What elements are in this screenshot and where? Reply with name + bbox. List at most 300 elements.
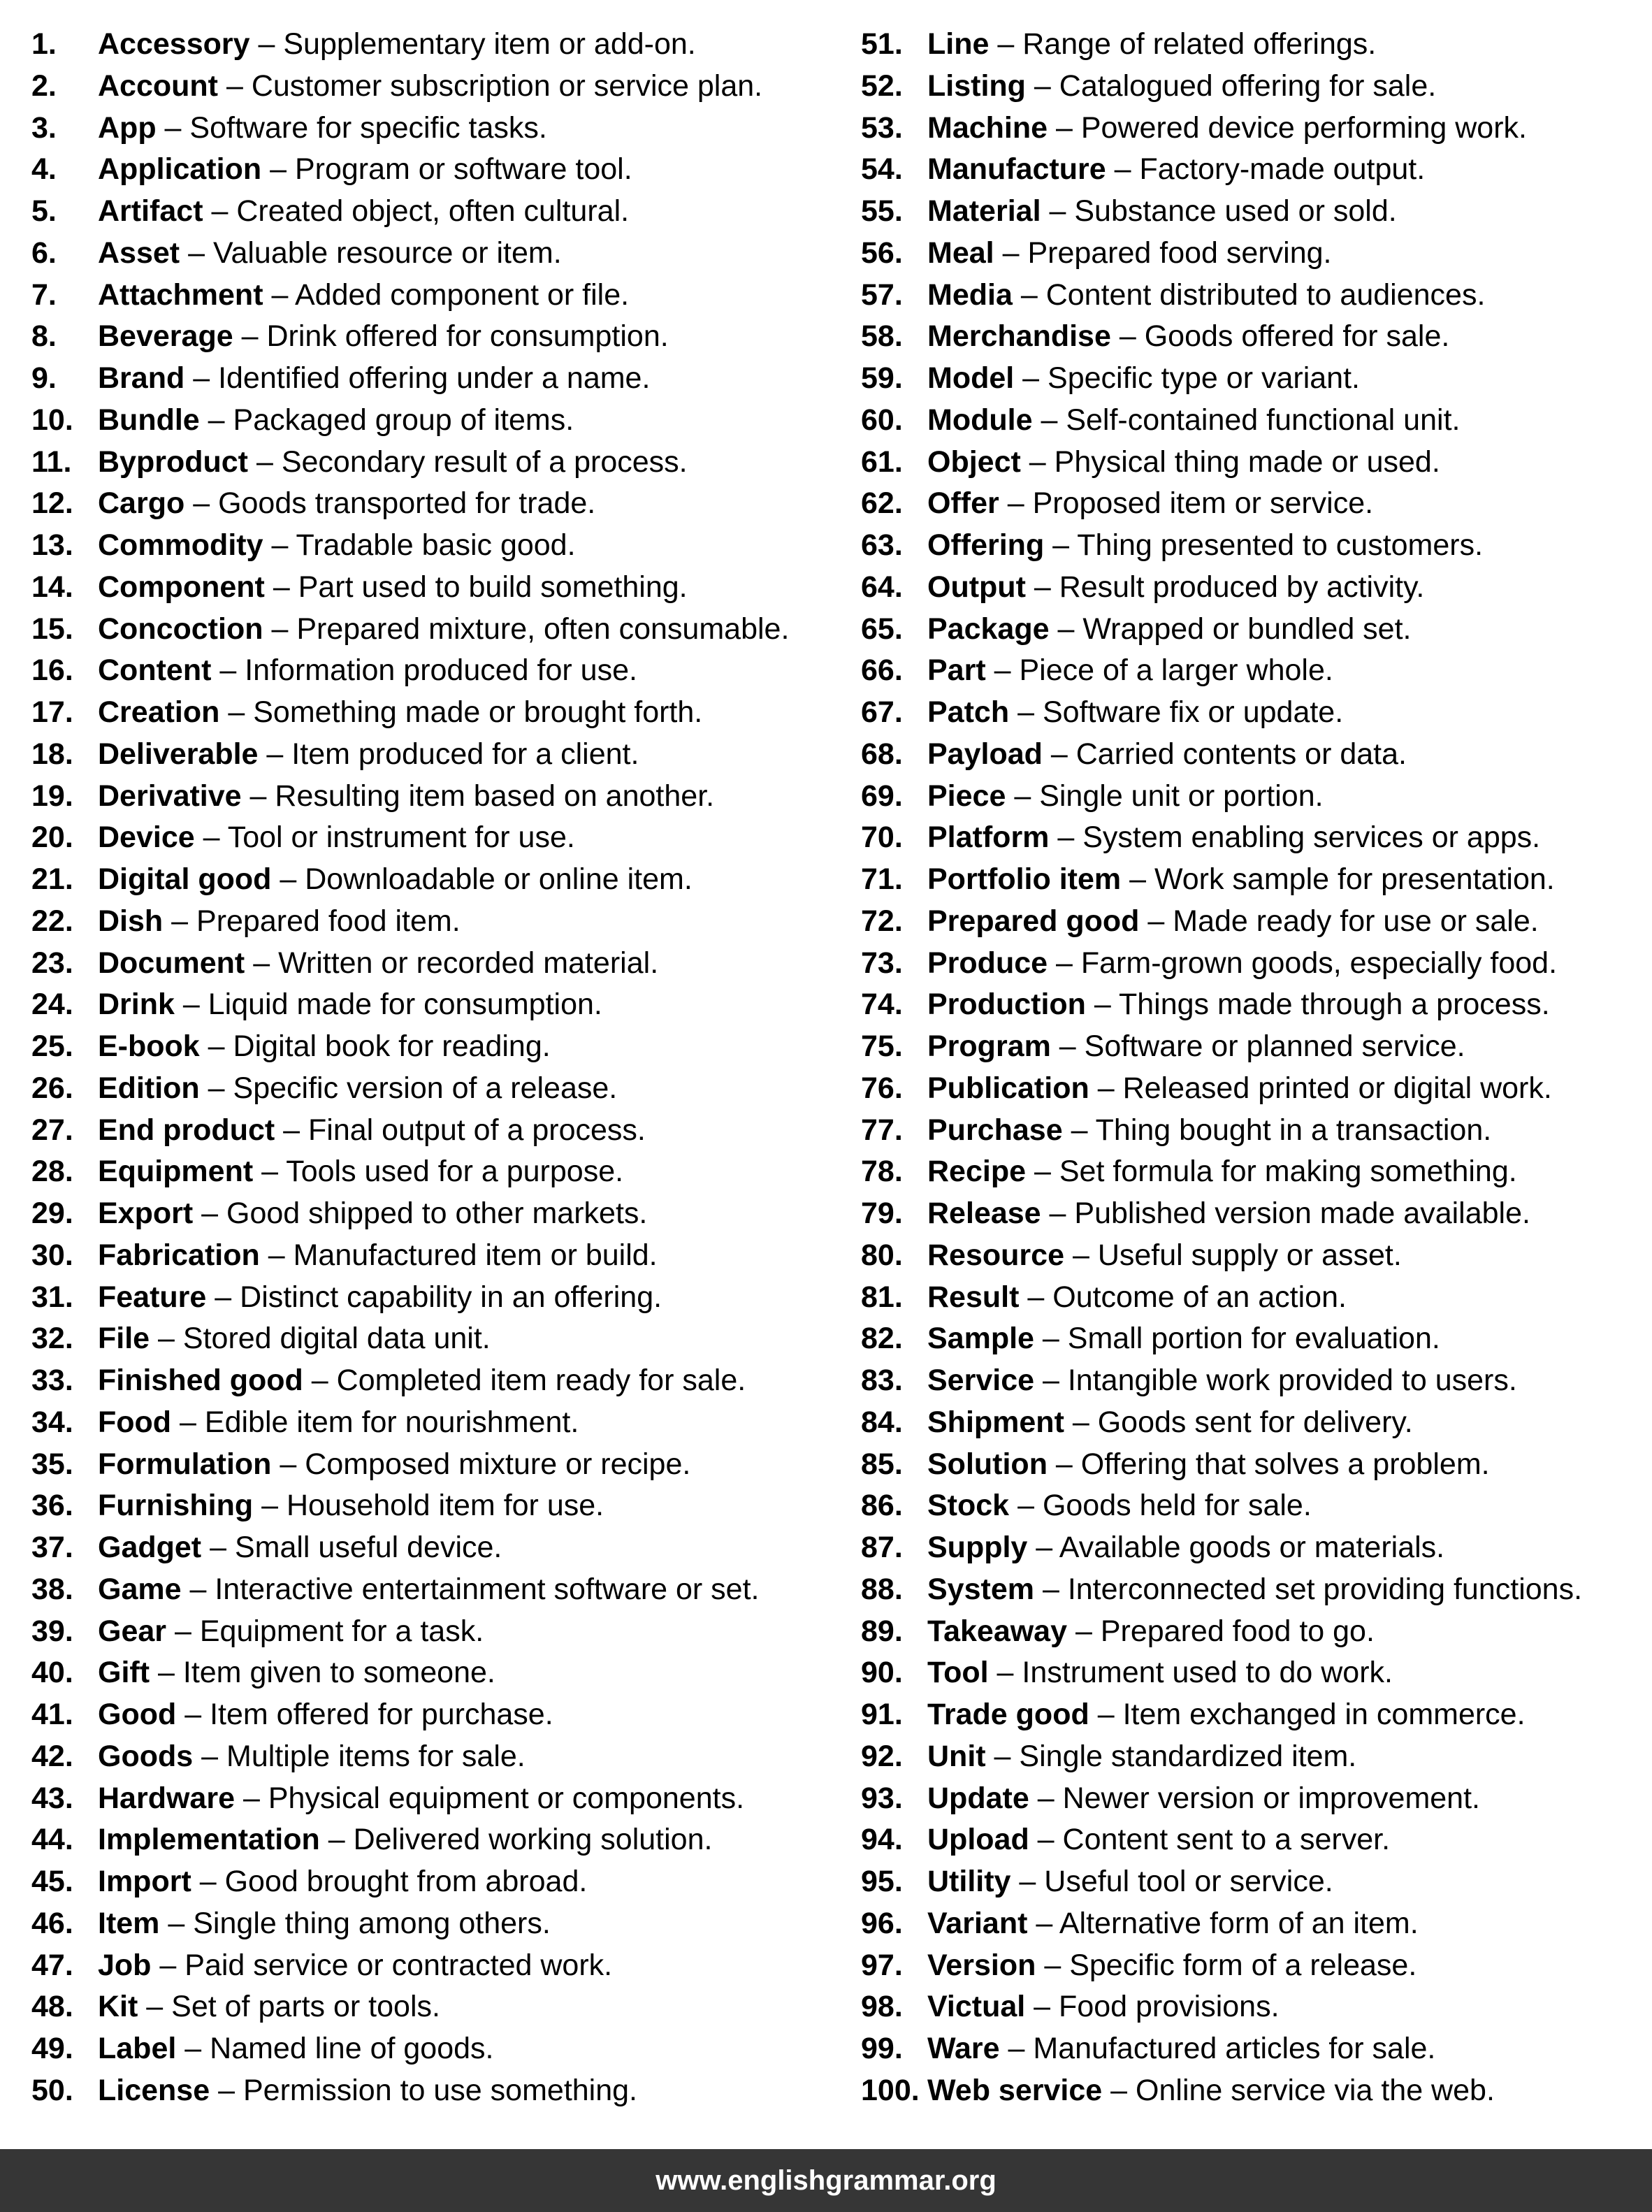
item-number: 46.	[31, 1906, 73, 1940]
list-item	[861, 400, 1644, 442]
dash-separator: –	[208, 403, 233, 437]
item-number: 54.	[861, 152, 903, 187]
item-definition: Good shipped to other markets.	[226, 1197, 648, 1230]
dash-separator: –	[1056, 946, 1081, 980]
item-number: 87.	[861, 1531, 903, 1564]
item-number: 43.	[31, 1781, 73, 1815]
item-number: 45.	[31, 1865, 73, 1898]
item-entry	[927, 1527, 1444, 1569]
list-item	[31, 1861, 849, 1903]
item-number: 86.	[861, 1489, 903, 1523]
list-item	[31, 984, 849, 1026]
item-number: 2.	[31, 68, 57, 103]
item-definition: Item given to someone.	[182, 1656, 495, 1690]
item-term: Patch	[927, 695, 1010, 729]
item-entry	[98, 1235, 658, 1277]
item-number: 61.	[861, 444, 903, 479]
dash-separator: –	[1002, 236, 1028, 270]
item-definition: Set formula for making something.	[1059, 1155, 1517, 1189]
list-item	[31, 1402, 849, 1444]
item-definition: Single unit or portion.	[1039, 779, 1324, 813]
item-entry	[927, 859, 1555, 901]
dash-separator: –	[171, 904, 197, 938]
item-entry	[98, 1193, 647, 1235]
item-definition: Goods sent for delivery.	[1097, 1405, 1413, 1439]
list-item	[861, 650, 1644, 692]
item-entry	[98, 2028, 494, 2070]
item-definition: Paid service or contracted work.	[184, 1948, 613, 1982]
dash-separator: –	[1059, 1029, 1085, 1063]
item-number: 47.	[31, 1948, 73, 1982]
list-item	[861, 2070, 1644, 2112]
item-term: Artifact	[98, 194, 203, 228]
item-definition: Specific form of a release.	[1069, 1948, 1417, 1982]
item-entry	[98, 191, 629, 233]
item-term: Digital good	[98, 862, 272, 896]
item-definition: Instrument used to do work.	[1022, 1656, 1393, 1690]
item-entry	[927, 1026, 1465, 1068]
item-number: 10.	[31, 403, 73, 437]
item-number: 60.	[861, 403, 903, 437]
item-definition: Single standardized item.	[1019, 1739, 1357, 1773]
list-item	[31, 1151, 849, 1193]
dash-separator: –	[1042, 1572, 1068, 1606]
item-entry	[927, 1611, 1375, 1653]
item-term: Listing	[927, 68, 1026, 103]
list-item	[861, 1819, 1644, 1861]
dash-separator: –	[189, 1572, 215, 1606]
item-number: 41.	[31, 1698, 73, 1731]
dash-separator: –	[226, 68, 252, 103]
item-definition: Part used to build something.	[298, 570, 688, 604]
list-item	[31, 1945, 849, 1987]
dash-separator: –	[1110, 2073, 1136, 2107]
item-entry	[98, 233, 562, 275]
item-entry	[927, 1402, 1413, 1444]
item-definition: Household item for use.	[286, 1489, 604, 1523]
item-term: Prepared good	[927, 904, 1140, 938]
list-item	[861, 483, 1644, 525]
item-number: 63.	[861, 528, 903, 562]
item-entry	[927, 1360, 1517, 1402]
dash-separator: –	[146, 1990, 172, 2024]
list-item	[31, 859, 849, 901]
item-definition: Digital book for reading.	[233, 1029, 551, 1063]
dash-separator: –	[280, 862, 305, 896]
item-number: 26.	[31, 1071, 73, 1105]
item-entry	[98, 776, 714, 818]
list-item	[31, 776, 849, 818]
dash-separator: –	[184, 2032, 210, 2065]
item-term: Feature	[98, 1280, 207, 1314]
item-number: 7.	[31, 277, 57, 312]
item-term: Export	[98, 1197, 194, 1230]
item-number: 53.	[861, 110, 903, 145]
item-number: 39.	[31, 1614, 73, 1648]
item-term: Piece	[927, 779, 1006, 813]
list-item	[861, 1068, 1644, 1110]
item-term: Model	[927, 361, 1015, 395]
dash-separator: –	[193, 361, 219, 395]
item-definition: Tool or instrument for use.	[227, 821, 575, 855]
dash-separator: –	[994, 1739, 1020, 1773]
item-term: Cargo	[98, 486, 185, 521]
item-number: 94.	[861, 1823, 903, 1857]
list-item	[31, 650, 849, 692]
list-item	[31, 1110, 849, 1152]
item-number: 77.	[861, 1113, 903, 1147]
dash-separator: –	[228, 695, 254, 729]
item-entry	[98, 1151, 623, 1193]
item-number: 5.	[31, 194, 57, 228]
item-entry	[98, 316, 669, 358]
item-definition: Outcome of an action.	[1052, 1280, 1347, 1314]
item-number: 70.	[861, 821, 903, 855]
dash-separator: –	[208, 1071, 233, 1105]
dash-separator: –	[1129, 862, 1154, 896]
item-number: 57.	[861, 277, 903, 312]
list-item	[861, 1193, 1644, 1235]
item-entry	[927, 943, 1557, 985]
item-entry	[927, 1485, 1312, 1527]
item-definition: Resulting item based on another.	[275, 779, 715, 813]
item-entry	[927, 1193, 1530, 1235]
item-number: 92.	[861, 1739, 903, 1773]
item-number: 95.	[861, 1865, 903, 1898]
item-number: 33.	[31, 1364, 73, 1397]
item-definition: Interconnected set providing functions.	[1067, 1572, 1583, 1606]
item-number: 89.	[861, 1614, 903, 1648]
item-term: Stock	[927, 1489, 1010, 1523]
item-term: Fabrication	[98, 1238, 260, 1272]
list-item	[31, 400, 849, 442]
list-item	[31, 1736, 849, 1778]
item-definition: Identified offering under a name.	[218, 361, 651, 395]
item-number: 49.	[31, 2032, 73, 2065]
item-number: 51.	[861, 27, 903, 61]
item-term: Document	[98, 946, 245, 980]
dash-separator: –	[1072, 1405, 1098, 1439]
item-entry	[927, 2070, 1495, 2112]
item-term: Formulation	[98, 1447, 272, 1481]
list-item	[861, 1444, 1644, 1486]
item-entry	[98, 1861, 587, 1903]
item-definition: Goods held for sale.	[1042, 1489, 1312, 1523]
item-term: Line	[927, 27, 990, 61]
item-number: 73.	[861, 946, 903, 980]
dash-separator: –	[1094, 988, 1119, 1022]
item-term: Commodity	[98, 528, 263, 562]
item-entry	[98, 1444, 690, 1486]
list-item	[861, 1986, 1644, 2028]
item-definition: Offering that solves a problem.	[1080, 1447, 1490, 1481]
item-term: Concoction	[98, 612, 263, 646]
list-item	[861, 817, 1644, 859]
item-definition: Range of related offerings.	[1022, 27, 1377, 61]
item-entry	[98, 1736, 526, 1778]
dash-separator: –	[994, 653, 1020, 688]
item-number: 22.	[31, 904, 73, 938]
dash-separator: –	[1119, 319, 1145, 354]
list-item	[31, 442, 849, 484]
item-number: 66.	[861, 653, 903, 688]
list-item	[861, 984, 1644, 1026]
item-definition: Supplementary item or add-on.	[283, 27, 696, 61]
dash-separator: –	[208, 1029, 233, 1063]
item-number: 88.	[861, 1572, 903, 1606]
item-entry	[927, 66, 1436, 108]
dash-separator: –	[1019, 1865, 1045, 1898]
item-term: Payload	[927, 737, 1043, 771]
dash-separator: –	[1020, 277, 1046, 312]
item-definition: Distinct capability in an offering.	[240, 1280, 662, 1314]
item-number: 21.	[31, 862, 73, 896]
item-definition: Small portion for evaluation.	[1067, 1322, 1440, 1356]
item-definition: Prepared food serving.	[1027, 236, 1332, 270]
item-term: Component	[98, 570, 265, 604]
item-term: Dish	[98, 904, 164, 938]
item-term: Manufacture	[927, 152, 1106, 187]
list-item	[861, 776, 1644, 818]
item-entry	[98, 984, 602, 1026]
item-entry	[98, 859, 693, 901]
item-number: 68.	[861, 737, 903, 771]
item-definition: Work sample for presentation.	[1154, 862, 1555, 896]
item-term: Gadget	[98, 1531, 202, 1564]
item-entry	[927, 1986, 1280, 2028]
item-definition: Self-contained functional unit.	[1066, 403, 1461, 437]
dash-separator: –	[193, 486, 219, 521]
item-definition: Software for specific tasks.	[189, 110, 547, 145]
item-number: 64.	[861, 570, 903, 604]
dash-separator: –	[1042, 1364, 1068, 1397]
item-number: 31.	[31, 1280, 73, 1314]
item-number: 38.	[31, 1572, 73, 1606]
item-definition: Downloadable or online item.	[305, 862, 693, 896]
item-definition: Content distributed to audiences.	[1045, 277, 1486, 312]
item-term: Takeaway	[927, 1614, 1068, 1648]
list-item	[861, 233, 1644, 275]
dash-separator: –	[1037, 1823, 1063, 1857]
item-entry	[98, 1694, 553, 1736]
dash-separator: –	[1017, 1489, 1043, 1523]
item-entry	[98, 358, 650, 400]
item-term: Update	[927, 1781, 1029, 1815]
list-item	[31, 1068, 849, 1110]
item-entry	[98, 1819, 712, 1861]
item-term: System	[927, 1572, 1034, 1606]
list-item	[861, 1360, 1644, 1402]
item-entry	[98, 609, 789, 651]
item-entry	[927, 609, 1411, 651]
item-number: 30.	[31, 1238, 73, 1272]
list-item	[861, 442, 1644, 484]
item-term: Purchase	[927, 1113, 1063, 1147]
item-entry	[927, 1903, 1419, 1945]
list-item	[31, 1986, 849, 2028]
list-item	[31, 1819, 849, 1861]
item-definition: System enabling services or apps.	[1082, 821, 1541, 855]
dash-separator: –	[283, 1113, 309, 1147]
item-term: Meal	[927, 236, 994, 270]
item-entry	[927, 1318, 1440, 1360]
dash-separator: –	[1036, 1531, 1059, 1564]
list-item	[861, 108, 1644, 150]
item-number: 65.	[861, 612, 903, 646]
dash-separator: –	[215, 1280, 240, 1314]
word-list-right-column	[861, 24, 1644, 2112]
list-item	[861, 66, 1644, 108]
item-definition: Liquid made for consumption.	[208, 988, 602, 1022]
item-definition: Goods transported for trade.	[218, 486, 596, 521]
item-entry	[98, 1360, 746, 1402]
list-item	[31, 275, 849, 317]
item-number: 100.	[861, 2073, 920, 2107]
item-definition: Intangible work provided to users.	[1067, 1364, 1517, 1397]
item-entry	[927, 776, 1324, 818]
list-item	[31, 1235, 849, 1277]
item-entry	[927, 483, 1373, 525]
item-entry	[98, 1903, 551, 1945]
item-definition: Good brought from abroad.	[224, 1865, 588, 1898]
item-entry	[927, 1444, 1490, 1486]
item-definition: Multiple items for sale.	[226, 1739, 526, 1773]
item-definition: Item offered for purchase.	[210, 1698, 553, 1731]
item-term: Brand	[98, 361, 185, 395]
dash-separator: –	[280, 1447, 305, 1481]
item-number: 36.	[31, 1489, 73, 1523]
dash-separator: –	[1049, 194, 1075, 228]
list-item	[31, 66, 849, 108]
item-number: 99.	[861, 2032, 903, 2065]
list-item	[861, 692, 1644, 734]
item-definition: Added component or file.	[294, 277, 630, 312]
item-term: Content	[98, 653, 212, 688]
item-entry	[98, 567, 688, 609]
list-item	[31, 1903, 849, 1945]
item-term: Gear	[98, 1614, 167, 1648]
item-definition: Prepared mixture, often consumable.	[296, 612, 790, 646]
item-entry	[927, 1068, 1552, 1110]
list-item	[861, 358, 1644, 400]
item-term: Offer	[927, 486, 999, 521]
item-definition: Catalogued offering for sale.	[1059, 68, 1437, 103]
dash-separator: –	[271, 528, 296, 562]
dash-separator: –	[311, 1364, 337, 1397]
item-entry	[98, 66, 762, 108]
item-entry	[927, 1235, 1402, 1277]
item-term: Upload	[927, 1823, 1029, 1857]
item-entry	[98, 692, 702, 734]
item-definition: Wrapped or bundled set.	[1082, 612, 1412, 646]
dash-separator: –	[1075, 1614, 1101, 1648]
list-item	[31, 108, 849, 150]
list-item	[861, 1652, 1644, 1694]
item-entry	[927, 1945, 1416, 1987]
item-entry	[927, 233, 1331, 275]
item-definition: Specific version of a release.	[233, 1071, 618, 1105]
dash-separator: –	[1034, 1155, 1059, 1189]
list-item	[861, 24, 1644, 66]
dash-separator: –	[328, 1823, 354, 1857]
item-definition: Specific type or variant.	[1048, 361, 1360, 395]
item-entry	[927, 984, 1550, 1026]
list-item	[31, 1694, 849, 1736]
item-term: Production	[927, 988, 1086, 1022]
item-entry	[927, 692, 1343, 734]
dash-separator: –	[1036, 1906, 1059, 1940]
list-item	[861, 1485, 1644, 1527]
item-definition: Carried contents or data.	[1075, 737, 1407, 771]
item-number: 76.	[861, 1071, 903, 1105]
item-number: 14.	[31, 570, 73, 604]
list-item	[861, 1903, 1644, 1945]
item-term: Recipe	[927, 1155, 1027, 1189]
item-entry	[927, 149, 1425, 191]
item-definition: Published version made available.	[1074, 1197, 1530, 1230]
item-definition: Goods offered for sale.	[1144, 319, 1450, 354]
item-number: 27.	[31, 1113, 73, 1147]
item-term: App	[98, 110, 157, 145]
item-term: Accessory	[98, 27, 250, 61]
item-entry	[927, 1277, 1347, 1319]
item-term: Merchandise	[927, 319, 1111, 354]
item-entry	[98, 1026, 551, 1068]
item-entry	[927, 1819, 1390, 1861]
item-entry	[98, 1945, 612, 1987]
item-definition: Program or software tool.	[294, 152, 632, 187]
item-number: 84.	[861, 1405, 903, 1439]
item-term: Kit	[98, 1990, 138, 2024]
item-entry	[927, 275, 1485, 317]
dash-separator: –	[270, 152, 295, 187]
dash-separator: –	[218, 2073, 243, 2107]
list-item	[861, 1569, 1644, 1611]
item-definition: Tradable basic good.	[296, 528, 576, 562]
item-definition: Alternative form of an item.	[1059, 1906, 1419, 1940]
item-definition: Physical thing made or used.	[1054, 444, 1440, 479]
item-definition: Drink offered for consumption.	[266, 319, 669, 354]
dash-separator: –	[158, 1322, 183, 1356]
item-entry	[98, 1318, 491, 1360]
dash-separator: –	[241, 319, 267, 354]
dash-separator: –	[258, 27, 284, 61]
dash-separator: –	[199, 1865, 225, 1898]
item-entry	[927, 191, 1397, 233]
item-term: Implementation	[98, 1823, 320, 1857]
item-entry	[98, 1611, 484, 1653]
item-number: 25.	[31, 1029, 73, 1063]
item-number: 82.	[861, 1322, 903, 1356]
list-item	[31, 1778, 849, 1820]
dash-separator: –	[1022, 361, 1048, 395]
item-number: 50.	[31, 2073, 73, 2107]
dash-separator: –	[174, 1614, 200, 1648]
item-number: 85.	[861, 1447, 903, 1481]
item-number: 34.	[31, 1405, 73, 1439]
item-term: Resource	[927, 1238, 1064, 1272]
item-number: 3.	[31, 110, 57, 145]
item-number: 23.	[31, 946, 73, 980]
dash-separator: –	[261, 1155, 287, 1189]
item-entry	[927, 442, 1440, 484]
item-definition: Small useful device.	[234, 1531, 502, 1564]
item-definition: Item produced for a client.	[291, 737, 639, 771]
dash-separator: –	[1049, 1197, 1075, 1230]
item-entry	[98, 525, 576, 567]
item-entry	[927, 316, 1449, 358]
list-item	[31, 1193, 849, 1235]
